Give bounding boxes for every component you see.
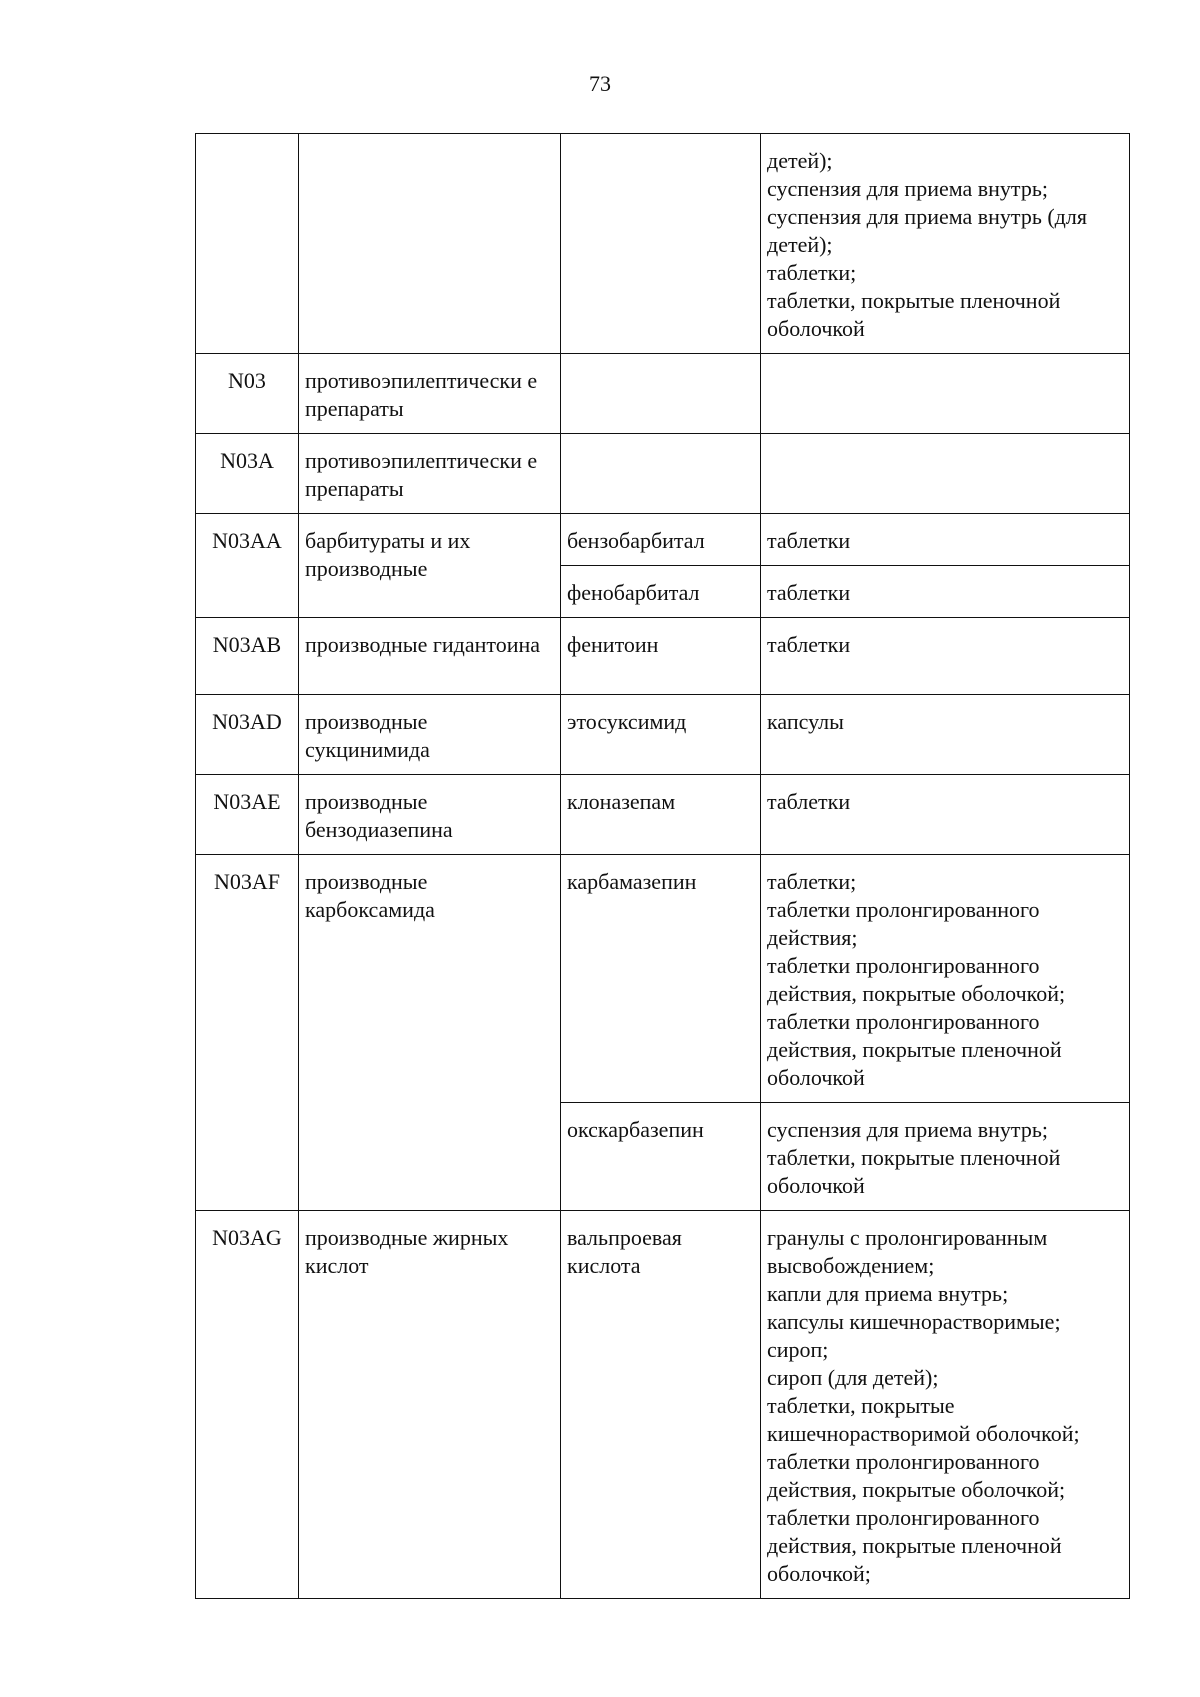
dosage-form: детей); [767, 148, 833, 173]
forms-cell [761, 775, 1130, 855]
drug-classification-table [195, 133, 1130, 1599]
forms-cell [761, 434, 1130, 514]
drug-cell [561, 354, 761, 434]
table-row-n03aa [196, 514, 1130, 566]
atc-code: N03A [196, 434, 299, 514]
group-cell [299, 134, 561, 354]
group-name: производные жирных кислот [299, 1211, 561, 1599]
drug-name: вальпроевая кислота [561, 1211, 761, 1599]
drug-name: этосуксимид [561, 695, 761, 775]
dosage-form: таблетки, покрытые кишечнорастворимой оболочкой; [767, 1393, 1080, 1446]
dosage-form: капли для приема внутрь; [767, 1281, 1009, 1306]
forms-cell [761, 618, 1130, 695]
dosage-form: таблетки [767, 789, 851, 814]
dosage-form: гранулы с пролонгированным высвобождением; [767, 1225, 1048, 1278]
atc-code: N03 [196, 354, 299, 434]
dosage-form: таблетки пролонгированного действия; [767, 897, 1040, 950]
forms-cell [761, 695, 1130, 775]
dosage-form: таблетки, покрытые пленочной оболочкой [767, 1145, 1061, 1198]
dosage-form: таблетки, покрытые пленочной оболочкой [767, 288, 1061, 341]
forms-cell [761, 354, 1130, 434]
dosage-form: капсулы [767, 709, 844, 734]
drug-name: фенобарбитал [561, 566, 761, 618]
forms-cell [761, 1103, 1130, 1211]
atc-code: N03AB [196, 618, 299, 695]
forms-cell [761, 134, 1130, 354]
atc-code: N03AG [196, 1211, 299, 1599]
group-name: барбитураты и их производные [299, 514, 561, 618]
dosage-form: суспензия для приема внутрь; [767, 1117, 1048, 1142]
atc-code: N03AE [196, 775, 299, 855]
atc-code: N03AD [196, 695, 299, 775]
drug-name: карбамазепин [561, 855, 761, 1103]
dosage-form: капсулы кишечнорастворимые; [767, 1309, 1061, 1334]
page-number: 73 [589, 71, 611, 96]
group-name: производные бензодиазепина [299, 775, 561, 855]
dosage-form: таблетки пролонгированного действия, покрытые оболочкой; [767, 953, 1066, 1006]
drug-cell [561, 134, 761, 354]
group-name: противоэпилептически е препараты [299, 434, 561, 514]
dosage-form: сироп (для детей); [767, 1365, 939, 1390]
code-cell [196, 134, 299, 354]
dosage-form: сироп; [767, 1337, 829, 1362]
table-row-n03ag [196, 1211, 1130, 1599]
drug-name: фенитоин [561, 618, 761, 695]
group-name: противоэпилептически е препараты [299, 354, 561, 434]
dosage-form: таблетки; [767, 869, 857, 894]
dosage-form: суспензия для приема внутрь; [767, 176, 1048, 201]
atc-code: N03AF [196, 855, 299, 1211]
drug-name: бензобарбитал [561, 514, 761, 566]
dosage-form: суспензия для приема внутрь (для детей); [767, 204, 1087, 257]
dosage-form: таблетки; [767, 260, 857, 285]
dosage-form: таблетки пролонгированного действия, покрытые пленочной оболочкой; [767, 1505, 1062, 1586]
forms-cell [761, 1211, 1130, 1599]
table-row-n03ab [196, 618, 1130, 695]
dosage-form: таблетки [767, 528, 851, 553]
dosage-form: таблетки [767, 580, 851, 605]
forms-cell [761, 855, 1130, 1103]
dosage-form: таблетки пролонгированного действия, покрытые оболочкой; [767, 1449, 1066, 1502]
group-name: производные гидантоина [299, 618, 561, 695]
group-name: производные сукцинимида [299, 695, 561, 775]
forms-cell [761, 566, 1130, 618]
table-row-n03af [196, 855, 1130, 1103]
table-row-continuation [196, 134, 1130, 354]
drug-name: окскарбазепин [561, 1103, 761, 1211]
drug-name: клоназепам [561, 775, 761, 855]
forms-cell [761, 514, 1130, 566]
table-row-n03ad [196, 695, 1130, 775]
table-row-n03 [196, 354, 1130, 434]
table-row-n03ae [196, 775, 1130, 855]
table-row-n03a [196, 434, 1130, 514]
dosage-form: таблетки пролонгированного действия, покрытые пленочной оболочкой [767, 1009, 1062, 1090]
atc-code: N03AA [196, 514, 299, 618]
group-name: производные карбоксамида [299, 855, 561, 1211]
drug-cell [561, 434, 761, 514]
dosage-form: таблетки [767, 632, 851, 657]
